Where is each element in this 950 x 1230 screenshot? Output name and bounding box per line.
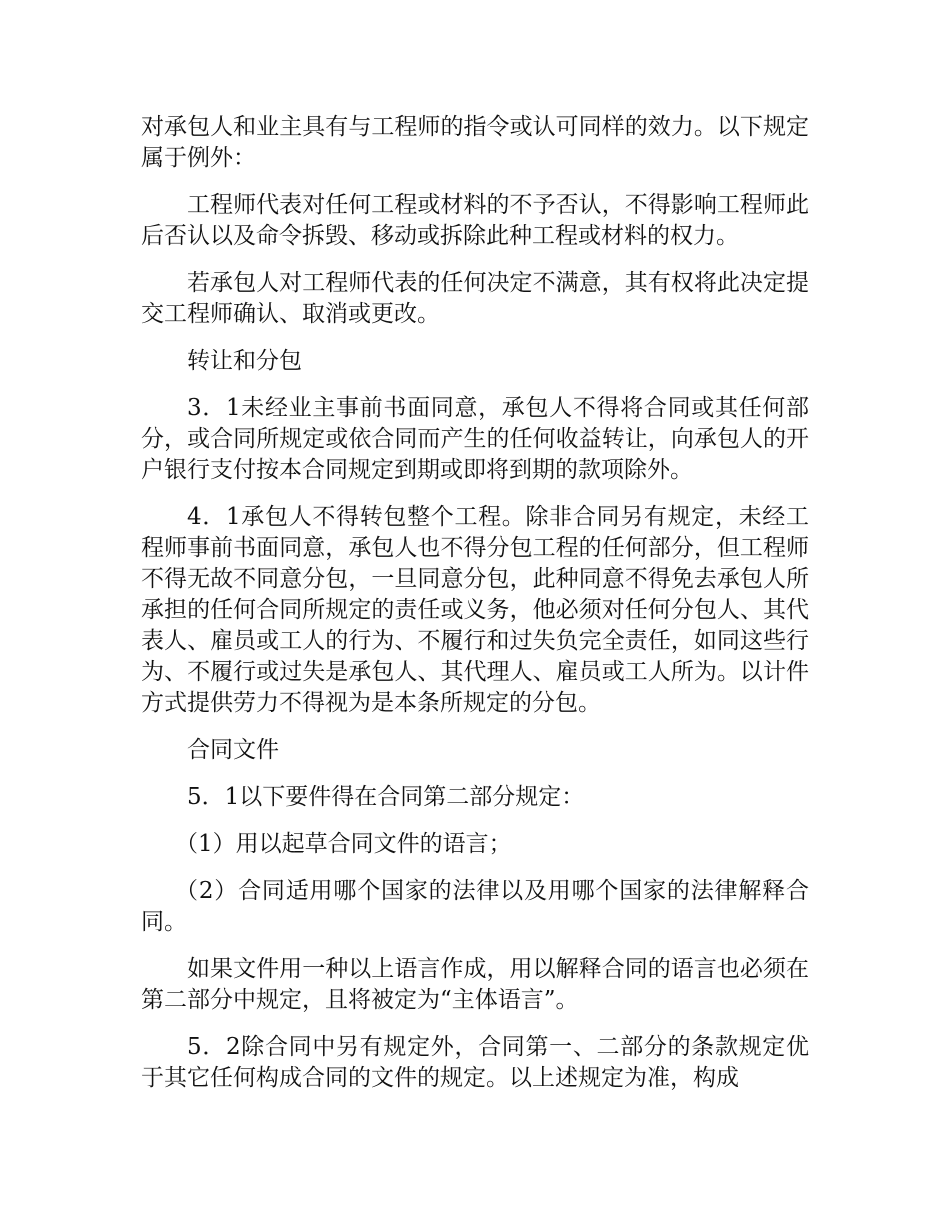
clause-3-1: 3．1未经业主事前书面同意，承包人不得将合同或其任何部分，或合同所规定或依合同而产生的任何收益转让，向承包人的开户银行支付按本合同规定到期或即将到期的款项除外。 — [141, 395, 809, 483]
paragraph-continuation: 对承包人和业主具有与工程师的指令或认可同样的效力。以下规定属于例外： — [141, 114, 809, 171]
clause-4-1: 4．1承包人不得转包整个工程。除非合同另有规定，未经工程师事前书面同意，承包人也不得分包工程的任何部分，但工程师不得无故不同意分包，一旦同意分包，此种同意不得免去承包人所承担的任何合同所规定的责任或义务，他必须对任何分包人、其代表人、雇员或工人的行为、不履行和过失负完全责任，如同这些行为、不履行或过失是承包人、其代理人、雇员或工人所为。以计件方式提供劳力不得视为是本条所规定的分包。 — [141, 504, 809, 716]
section-heading-assignment-subcontracting: 转让和分包 — [187, 348, 302, 374]
clause-5-1: 5．1以下要件得在合同第二部分规定： — [187, 784, 585, 810]
clause-5-1-item-1: （1）用以起草合同文件的语言； — [175, 831, 512, 857]
paragraph-engineer-representative-disapproval: 工程师代表对任何工程或材料的不予否认，不得影响工程师此后否认以及命令拆毁、移动或拆除此种工程或材料的权力。 — [141, 192, 809, 249]
document-body — [141, 112, 809, 1110]
paragraph-contractor-dissatisfaction: 若承包人对工程师代表的任何决定不满意，其有权将此决定提交工程师确认、取消或更改。 — [141, 270, 809, 327]
section-heading-contract-documents: 合同文件 — [187, 737, 279, 763]
paragraph-ruling-language: 如果文件用一种以上语言作成，用以解释合同的语言也必须在第二部分中规定，且将被定为“主体语言”。 — [141, 956, 809, 1013]
clause-5-1-item-2: （2）合同适用哪个国家的法律以及用哪个国家的法律解释合同。 — [141, 878, 809, 935]
clause-5-2: 5．2除合同中另有规定外，合同第一、二部分的条款规定优于其它任何构成合同的文件的规定。以上述规定为准，构成 — [141, 1034, 809, 1091]
